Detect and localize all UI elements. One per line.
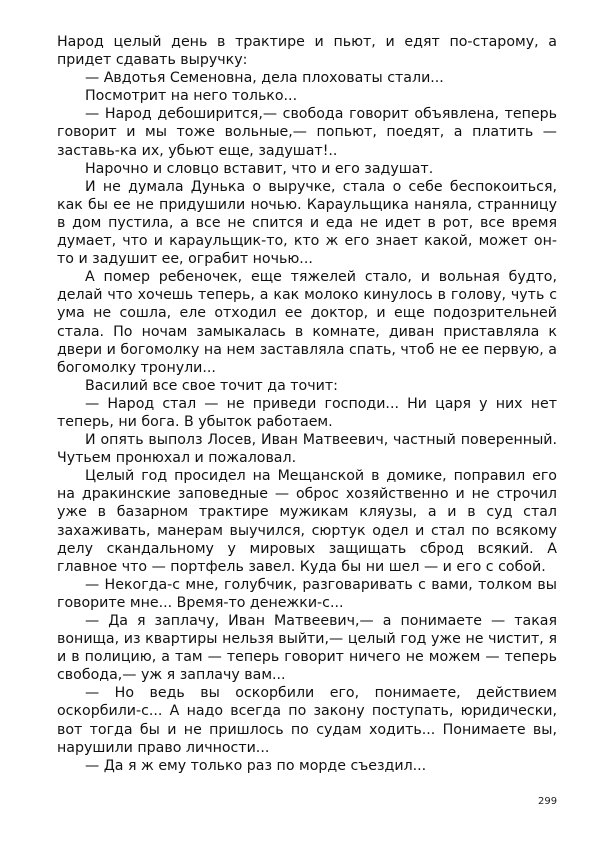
- paragraph: — Некогда-с мне, голубчик, разговаривать с вами, толком вы говорите мне... Время-то денежки-с...: [57, 576, 557, 611]
- paragraph: И опять выполз Лосев, Иван Матвеевич, частный поверенный. Чутьем пронюхал и пожаловал.: [57, 432, 557, 467]
- paragraph: Василий все свое точит да точит:: [85, 377, 338, 394]
- paragraph: И не думала Дунька о выручке, стала о себе беспокоиться, как бы ее не придушили ночью. Караульщика наняла, странницу в дом пустила, а все не спится и еда не идет в рот, все время думает, что и караульщик-то, кто ж его знает какой, может он-то и задушит ее, ограбит ночью...: [57, 178, 557, 268]
- paragraph: — Авдотья Семеновна, дела плоховаты стали...: [85, 70, 444, 87]
- paragraph: — Да я заплачу, Иван Матвеевич,— а понимаете — такая вонища, из квартиры нельзя выйти,— целый год уже не чистит, я и в полицию, а там — теперь говорит ничего не можем — теперь свобода,— уж я заплачу вам...: [57, 613, 557, 684]
- paragraph: Целый год просидел на Мещанской в домике, поправил его на дракинские заповедные — оброс хозяйственно и не строчил уже в базарном трактире мужикам кляузы, а и в суд стал захаживать, манерам выучился, сюртук одел и стал по всякому делу скандальному у мировых защищать сброд всякий. А главное что — портфель завел. Куда бы ни шел — и его с собой.: [57, 468, 557, 575]
- paragraph: Нарочно и словцо вставит, что и его задушат.: [85, 160, 434, 177]
- paragraph: Народ целый день в трактире и пьют, и едят по-старому, а придет сдавать выручку:: [57, 34, 557, 69]
- paragraph: Посмотрит на него только...: [85, 88, 298, 105]
- page-number: 299: [538, 796, 558, 807]
- page-body: [57, 33, 557, 775]
- paragraph: — Народ стал — не приведи господи... Ни царя у них нет теперь, ни бога. В убыток работаем.: [57, 395, 557, 430]
- paragraph: — Народ дебоширится,— свобода говорит объявлена, теперь говорит и мы тоже вольные,— попьют, поедят, а платить — заставь-ка их, убьют еще, задушат!..: [57, 106, 557, 159]
- paragraph: — Но ведь вы оскорбили его, понимаете, действием оскорбили-с... А надо всегда по закону поступать, юридически, вот тогда бы и не пришлось по судам ходить... Понимаете вы, нарушили право личности...: [57, 685, 557, 756]
- paragraph: А помер ребеночек, еще тяжелей стало, и вольная будто, делай что хочешь теперь, а как молоко кинулось в голову, чуть с ума не сошла, еле отходил ее доктор, и еще подозрительней стала. По ночам замыкалась в комнате, диван приставляла к двери и богомолку на нем заставляла спать, чтоб не ее первую, а богомолку тронули...: [57, 269, 557, 376]
- paragraph: — Да я ж ему только раз по морде съездил...: [85, 757, 427, 774]
